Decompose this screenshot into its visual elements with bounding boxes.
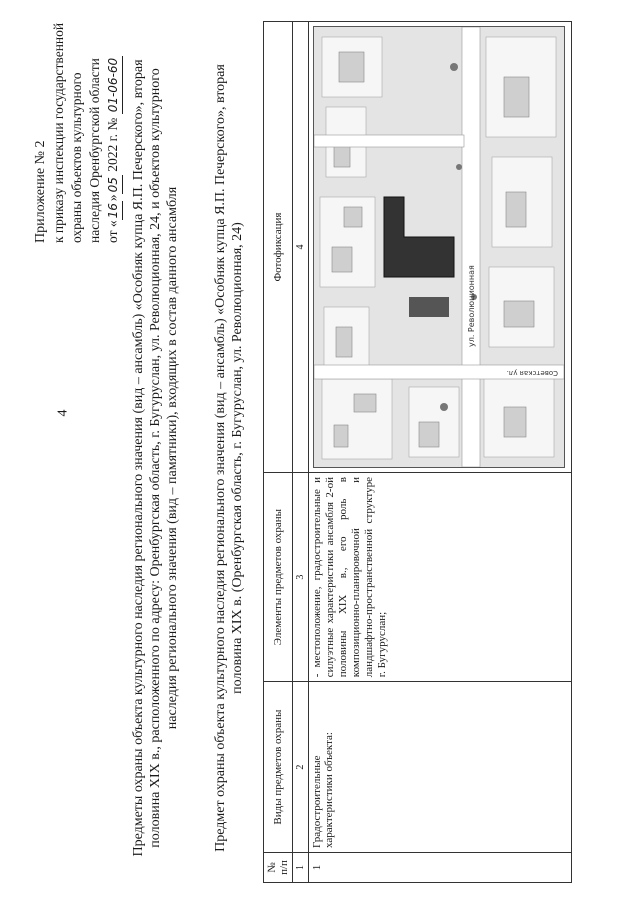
- street-label: Советская ул.: [506, 369, 558, 378]
- site-map-image: [313, 26, 565, 468]
- column-number: 1: [293, 852, 309, 882]
- column-number: 3: [293, 473, 309, 682]
- order-number: 01-06-60: [104, 56, 123, 114]
- heading-ensemble: Предмет охраны объекта культурного наследия регионального значения (вид – ансамбль) «Особняк купца Я.П. Печерского», вторая половина XIX в. (Оренбургская область, г. Бугуруслан, ул. Революционная, 24): [213, 64, 245, 852]
- row-num: 1: [309, 852, 572, 882]
- appendix-line: охраны объектов культурного: [69, 72, 84, 243]
- row-type: Градостроительные характеристики объекта:: [309, 682, 572, 853]
- header-num: № п/п: [264, 852, 293, 882]
- header-photo: Фотофиксация: [264, 22, 293, 473]
- page-number: 4: [55, 409, 71, 417]
- map-graphic: [314, 27, 564, 467]
- column-number: 4: [293, 22, 309, 473]
- appendix-line: наследия Оренбургской области: [87, 58, 102, 243]
- appendix-block: [32, 23, 123, 243]
- appendix-line: к приказу инспекции государственной: [51, 22, 66, 243]
- date-year: 2022 г. №: [105, 117, 120, 172]
- column-number-row: [293, 22, 309, 883]
- table-header-row: [264, 22, 293, 883]
- date-prefix: от «: [105, 220, 120, 243]
- appendix-date-line: [104, 23, 123, 243]
- row-photo: [309, 22, 572, 473]
- date-month: 05: [104, 175, 123, 194]
- column-number: 2: [293, 682, 309, 853]
- header-type: Виды предметов охраны: [264, 682, 293, 853]
- table-row: [309, 22, 572, 883]
- date-mid: »: [105, 194, 120, 202]
- protection-table: [263, 21, 572, 883]
- row-elements: - местоположение, градостроительные и силуэтные характеристики ансамбля 2-ой половины XIX в., его роль в композиционно-планировочной и ландшафтно-пространственной структуре г. Бугуруслан;: [309, 473, 572, 682]
- heading-objects: Предметы охраны объекта культурного наследия регионального значения (вид – ансамбль) «Особняк купца Я.П. Печерского», вторая половина XIX в., расположенного по адресу: Оренбургская область, г. Бугуруслан, ул. Революционная, 24, и объектов культурного наследия регионального значения (вид – памятники), входящих в состав данного ансамбля: [131, 59, 180, 857]
- appendix-title: Приложение № 2: [33, 140, 48, 243]
- street-label: ул. Революционная: [467, 265, 476, 348]
- date-day: 16: [104, 201, 123, 220]
- header-elements: Элементы предметов охраны: [264, 473, 293, 682]
